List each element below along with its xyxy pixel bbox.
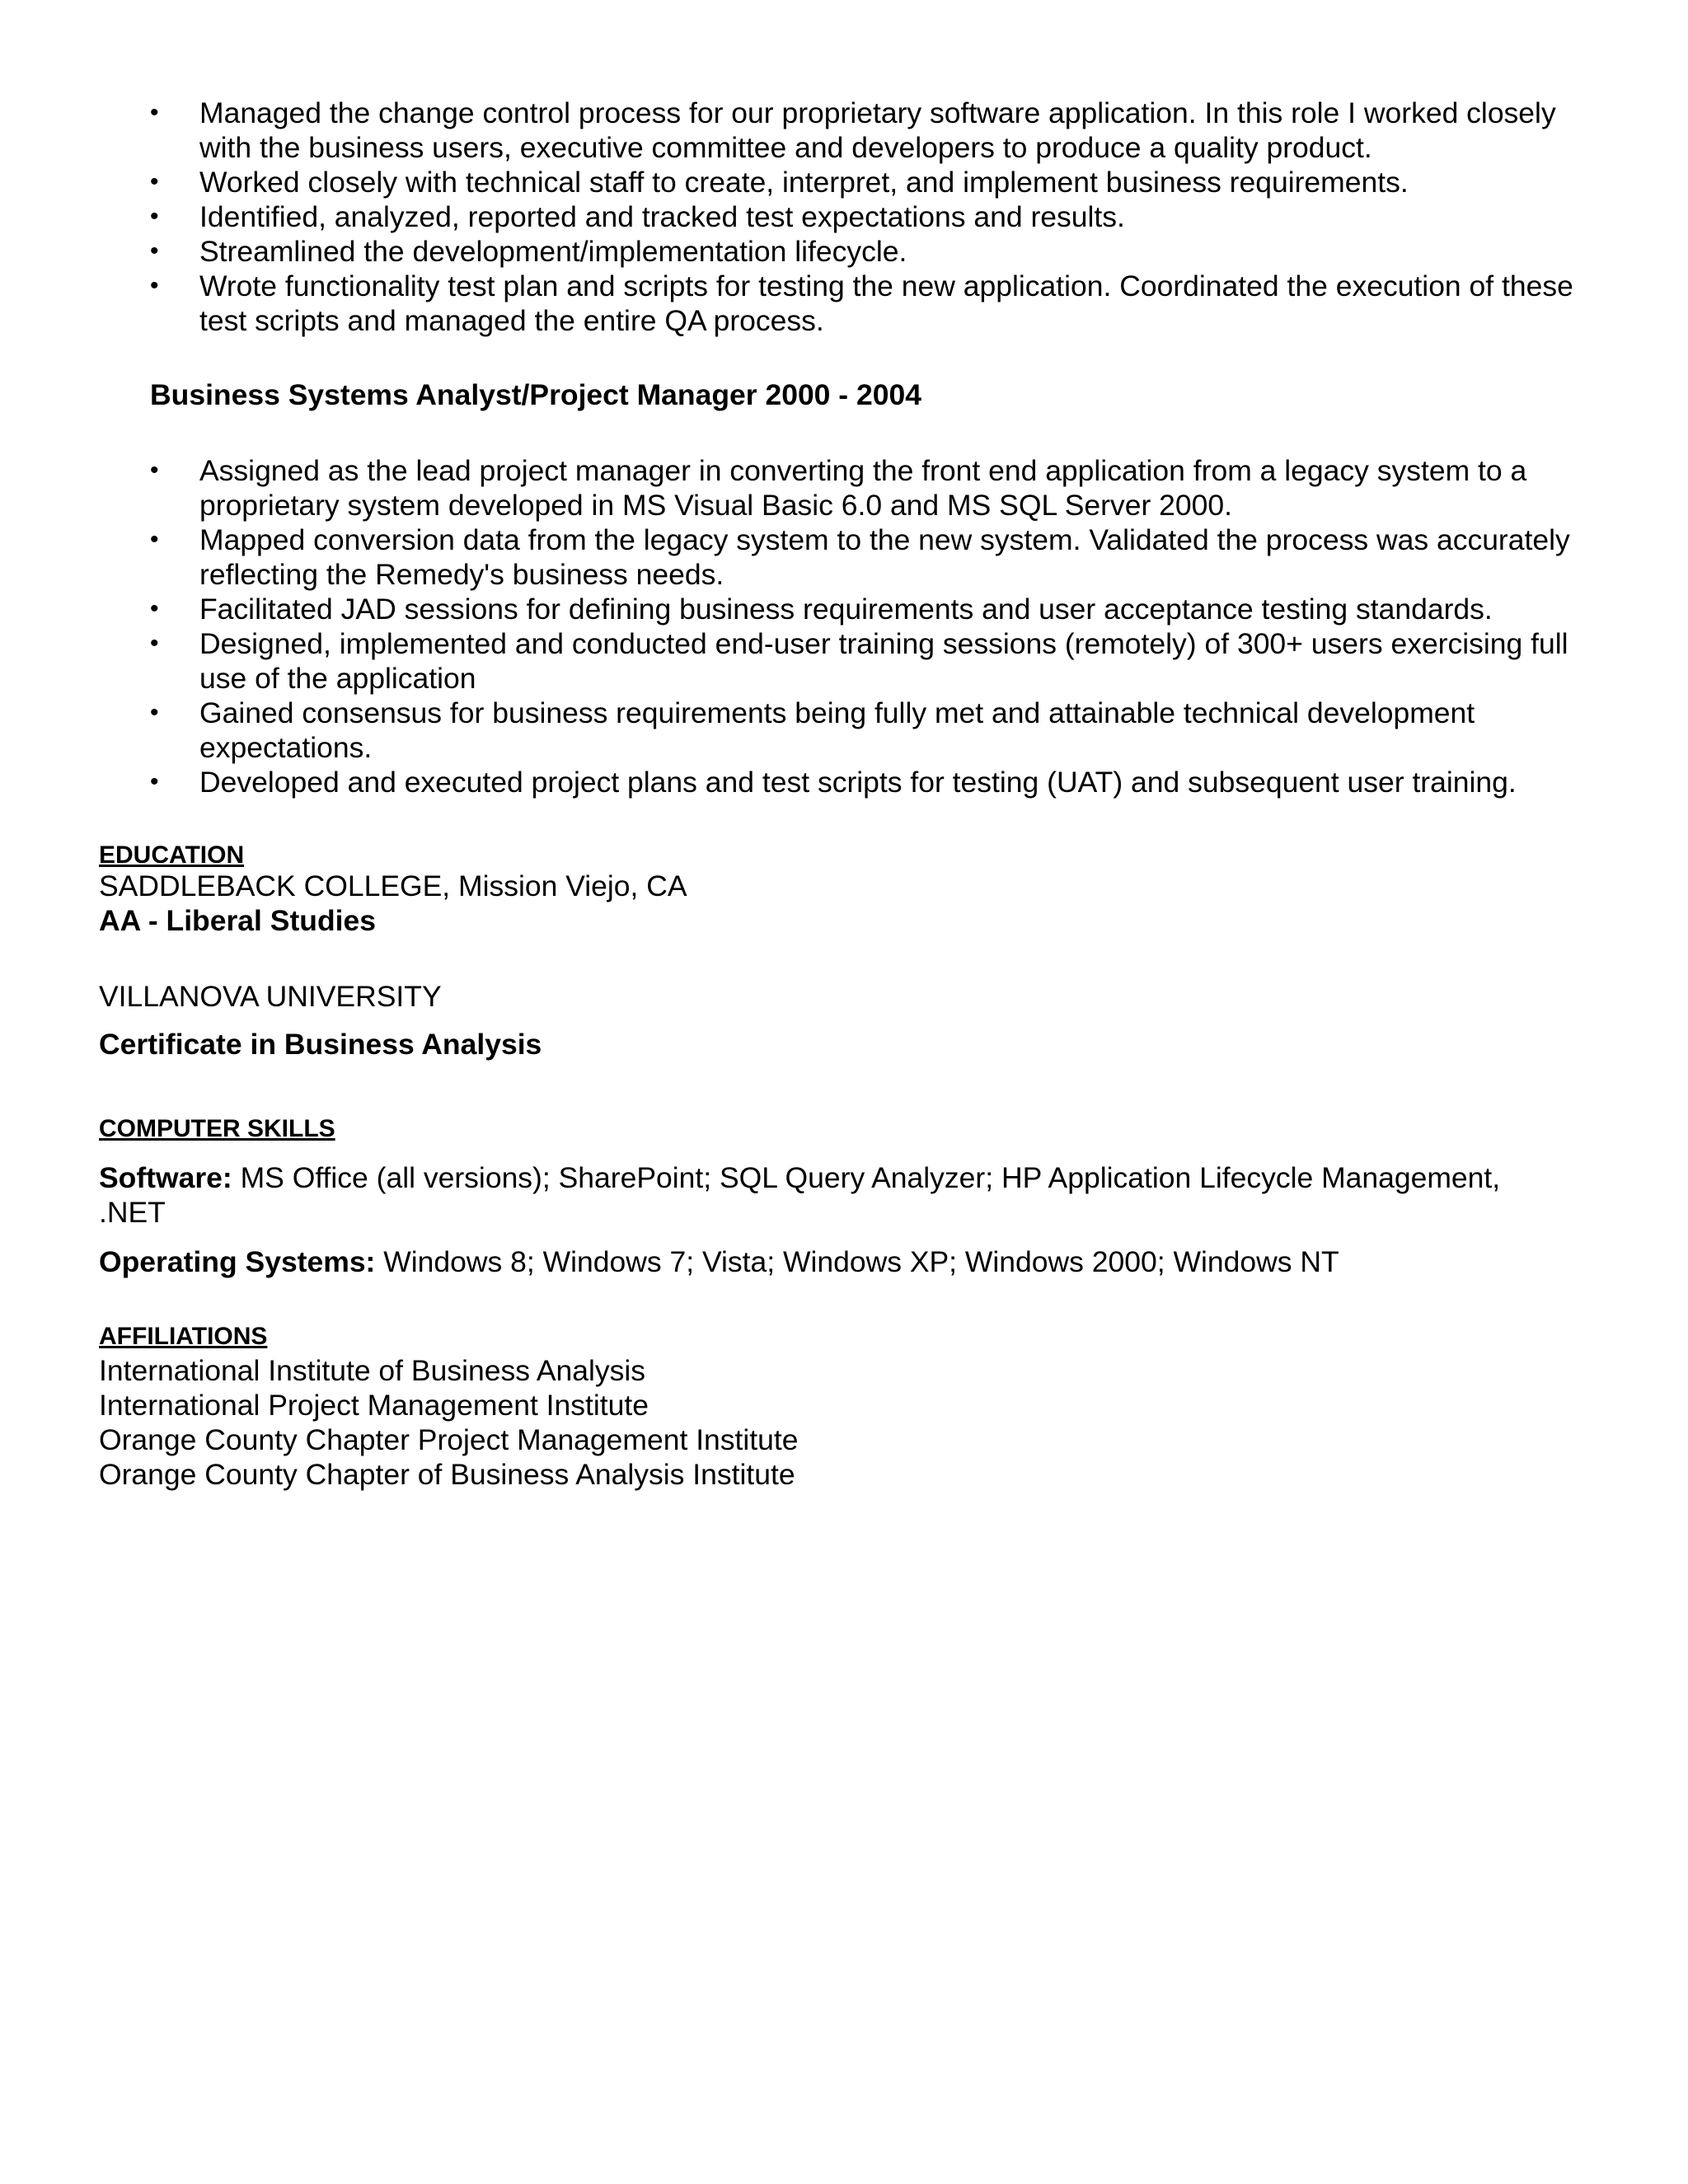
job-title: Business Systems Analyst/Project Manager 2000 - 2004 — [150, 378, 921, 411]
list-item — [150, 165, 1584, 199]
affiliation-item: Orange County Chapter Project Management Institute — [99, 1423, 799, 1456]
bullet-icon: • — [150, 272, 159, 299]
bullet-icon: • — [150, 630, 159, 657]
software-label: Software: — [99, 1161, 232, 1194]
list-item — [150, 234, 1584, 269]
affiliation-item: Orange County Chapter of Business Analysis Institute — [99, 1458, 795, 1491]
bullet-icon: • — [150, 595, 159, 622]
education-heading: EDUCATION — [99, 841, 245, 869]
os-label: Operating Systems: — [99, 1245, 376, 1278]
bullet-icon: • — [150, 526, 159, 553]
affiliations-heading: AFFILIATIONS — [99, 1323, 268, 1350]
bullet-text: Mapped conversion data from the legacy system to the new system. Validated the process was accurately reflecting the Remedy's business needs. — [199, 523, 1570, 591]
experience-bullet-list — [150, 96, 1584, 338]
school-name: VILLANOVA UNIVERSITY — [99, 980, 442, 1013]
bullet-icon: • — [150, 203, 159, 230]
bullet-text: Managed the change control process for our proprietary software application. In this role I worked closely with the business users, executive committee and developers to produce a quality product. — [199, 96, 1556, 164]
list-item — [150, 453, 1584, 523]
list-item — [150, 592, 1584, 626]
list-item — [150, 523, 1584, 592]
bullet-icon: • — [150, 699, 159, 726]
computer-skills-heading: COMPUTER SKILLS — [99, 1115, 335, 1142]
bullet-icon: • — [150, 768, 159, 795]
bullet-text: Identified, analyzed, reported and tracked test expectations and results. — [199, 200, 1125, 233]
list-item — [150, 199, 1584, 234]
affiliation-item: International Project Management Institute — [99, 1389, 649, 1422]
bullet-text: Wrote functionality test plan and scripts for testing the new application. Coordinated the execution of these test scripts and managed the entire QA process. — [199, 269, 1573, 337]
software-skills — [99, 1160, 1566, 1230]
bullet-text: Designed, implemented and conducted end-user training sessions (remotely) of 300+ users exercising full use of the application — [199, 627, 1568, 695]
bullet-icon: • — [150, 237, 159, 265]
bullet-text: Assigned as the lead project manager in converting the front end application from a legacy system to a proprietary system developed in MS Visual Basic 6.0 and MS SQL Server 2000. — [199, 454, 1527, 522]
bullet-text: Streamlined the development/implementation lifecycle. — [199, 235, 907, 268]
bullet-icon: • — [150, 168, 159, 195]
operating-systems — [99, 1244, 1566, 1279]
list-item — [150, 765, 1584, 799]
bullet-text: Worked closely with technical staff to create, interpret, and implement business requirements. — [199, 166, 1409, 199]
affiliation-item: International Institute of Business Analysis — [99, 1354, 646, 1387]
bullet-text: Facilitated JAD sessions for defining business requirements and user acceptance testing standards. — [199, 593, 1493, 626]
software-value: MS Office (all versions); SharePoint; SQL Query Analyzer; HP Application Lifecycle Management, .NET — [99, 1161, 1501, 1229]
bullet-icon: • — [150, 99, 159, 126]
degree: AA - Liberal Studies — [99, 904, 376, 937]
school-name: SADDLEBACK COLLEGE, Mission Viejo, CA — [99, 869, 687, 902]
bullet-text: Developed and executed project plans and test scripts for testing (UAT) and subsequent user training. — [199, 766, 1517, 799]
bullet-icon: • — [150, 457, 159, 484]
os-value: Windows 8; Windows 7; Vista; Windows XP; Windows 2000; Windows NT — [375, 1245, 1339, 1278]
certificate: Certificate in Business Analysis — [99, 1028, 542, 1061]
list-item — [150, 626, 1584, 696]
job-bullet-list — [150, 453, 1584, 799]
list-item — [150, 696, 1584, 765]
bullet-text: Gained consensus for business requirements being fully met and attainable technical development expectations. — [199, 696, 1475, 764]
list-item — [150, 96, 1584, 165]
list-item — [150, 269, 1584, 338]
